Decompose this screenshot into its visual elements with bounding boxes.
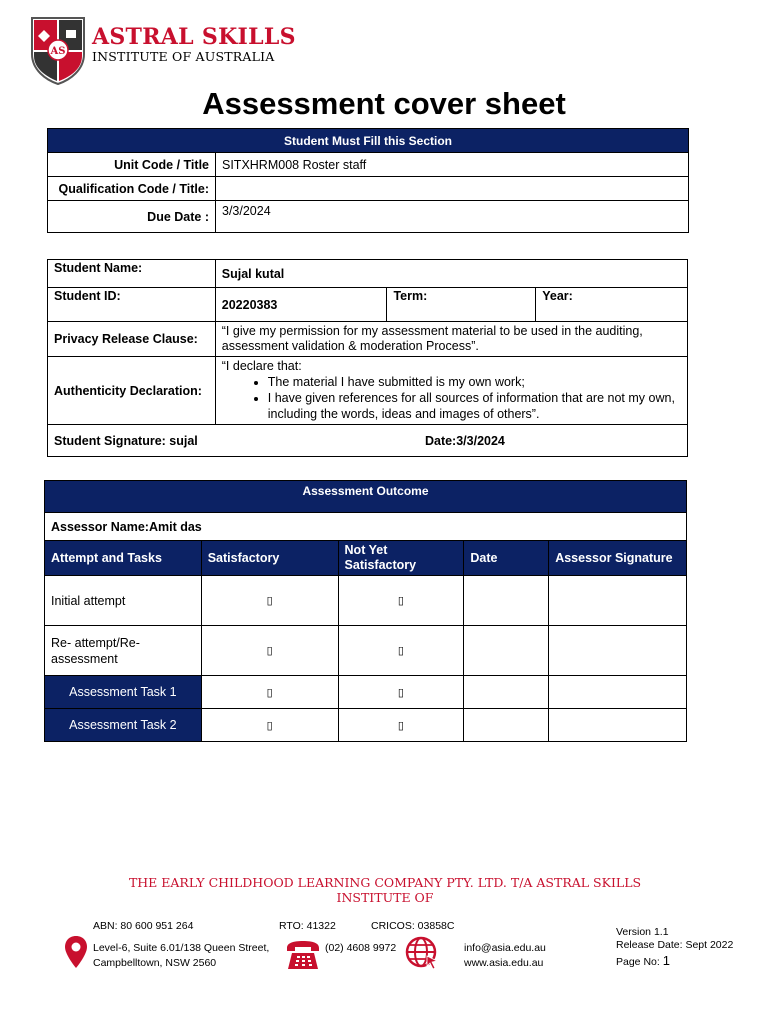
cricos-text: CRICOS: 03858C bbox=[371, 920, 455, 932]
assessor-signature-cell[interactable] bbox=[549, 676, 687, 709]
qualification-label: Qualification Code / Title: bbox=[48, 177, 216, 201]
unit-code-label: Unit Code / Title bbox=[48, 153, 216, 177]
checkbox-glyph-icon: ▯ bbox=[266, 686, 273, 699]
assessment-outcome-header: Assessment Outcome bbox=[45, 481, 687, 513]
telephone-icon bbox=[285, 940, 321, 970]
signature-date-field[interactable]: Date:3/3/2024 bbox=[387, 425, 688, 457]
table-row bbox=[45, 576, 687, 626]
abn-text: ABN: 80 600 951 264 bbox=[93, 920, 194, 932]
student-section-table bbox=[47, 128, 689, 233]
authenticity-intro: “I declare that: bbox=[221, 359, 302, 373]
footer-company-name: THE EARLY CHILDHOOD LEARNING COMPANY PTY. LTD. T/A ASTRAL SKILLS INSTITUTE OF bbox=[128, 875, 642, 905]
due-date-label: Due Date : bbox=[48, 201, 216, 233]
row-label: Assessment Task 2 bbox=[45, 709, 202, 742]
privacy-text: “I give my permission for my assessment material to be used in the auditing, assessment validation & moderation Process”. bbox=[215, 322, 687, 357]
assessor-signature-cell[interactable] bbox=[549, 576, 687, 626]
due-date-field[interactable]: 3/3/2024 bbox=[216, 201, 689, 233]
page-number: 1 bbox=[662, 953, 670, 968]
assessment-outcome-table bbox=[44, 480, 687, 742]
assessor-signature-cell[interactable] bbox=[549, 709, 687, 742]
column-header: Not Yet Satisfactory bbox=[338, 541, 464, 576]
not-yet-checkbox[interactable] bbox=[338, 626, 464, 676]
authenticity-list bbox=[268, 374, 681, 422]
student-details-table bbox=[47, 259, 688, 457]
location-pin-icon bbox=[64, 935, 88, 969]
authenticity-label: Authenticity Declaration: bbox=[48, 357, 216, 425]
date-cell[interactable] bbox=[464, 576, 549, 626]
address-line-2: Campbelltown, NSW 2560 bbox=[93, 957, 217, 969]
logo-title: ASTRAL SKILLS bbox=[92, 24, 296, 50]
checkbox-glyph-icon: ▯ bbox=[266, 595, 273, 607]
date-cell[interactable] bbox=[464, 709, 549, 742]
row-label: Re- attempt/Re-assessment bbox=[45, 626, 202, 676]
globe-icon bbox=[405, 936, 439, 970]
qualification-field[interactable] bbox=[216, 177, 689, 201]
column-header: Date bbox=[464, 541, 549, 576]
satisfactory-checkbox[interactable] bbox=[201, 709, 338, 742]
satisfactory-checkbox[interactable] bbox=[201, 676, 338, 709]
student-name-label: Student Name: bbox=[48, 260, 216, 288]
date-cell[interactable] bbox=[464, 626, 549, 676]
row-label: Initial attempt bbox=[45, 576, 202, 626]
column-header: Assessor Signature bbox=[549, 541, 687, 576]
page-title: Assessment cover sheet bbox=[202, 86, 566, 121]
authenticity-declaration bbox=[215, 357, 687, 425]
row-label: Assessment Task 1 bbox=[45, 676, 202, 709]
logo-initials: AS bbox=[50, 46, 66, 57]
table-row bbox=[45, 709, 687, 742]
year-field[interactable]: Year: bbox=[536, 288, 688, 322]
rto-text: RTO: 41322 bbox=[279, 920, 336, 932]
checkbox-glyph-icon: ▯ bbox=[397, 686, 404, 699]
phone-text: (02) 4608 9972 bbox=[325, 942, 397, 954]
not-yet-checkbox[interactable] bbox=[338, 709, 464, 742]
website-link[interactable]: www.asia.edu.au bbox=[464, 957, 544, 969]
student-section-header: Student Must Fill this Section bbox=[48, 129, 689, 153]
table-row bbox=[45, 676, 687, 709]
table-row bbox=[45, 626, 687, 676]
not-yet-checkbox[interactable] bbox=[338, 676, 464, 709]
shield-logo-icon bbox=[30, 16, 86, 86]
column-header: Satisfactory bbox=[201, 541, 338, 576]
student-id-label: Student ID: bbox=[48, 288, 216, 322]
date-cell[interactable] bbox=[464, 676, 549, 709]
email-link[interactable]: info@asia.edu.au bbox=[464, 942, 546, 954]
version-text: Version 1.1 bbox=[616, 926, 669, 938]
list-item: • The material I have submitted is my own work; bbox=[268, 374, 681, 390]
release-date-text: Release Date: Sept 2022 bbox=[616, 939, 734, 951]
checkbox-glyph-icon: ▯ bbox=[397, 595, 404, 607]
student-id-field[interactable]: 20220383 bbox=[215, 288, 387, 322]
checkbox-glyph-icon: ▯ bbox=[397, 645, 404, 657]
not-yet-checkbox[interactable] bbox=[338, 576, 464, 626]
assessor-name-field[interactable]: Assessor Name:Amit das bbox=[45, 513, 687, 541]
checkbox-glyph-icon: ▯ bbox=[266, 645, 273, 657]
page-label: Page No: bbox=[616, 956, 660, 968]
satisfactory-checkbox[interactable] bbox=[201, 576, 338, 626]
assessor-signature-cell[interactable] bbox=[549, 626, 687, 676]
checkbox-glyph-icon: ▯ bbox=[397, 719, 404, 732]
student-name-field[interactable]: Sujal kutal bbox=[215, 260, 687, 288]
privacy-label: Privacy Release Clause: bbox=[48, 322, 216, 357]
list-item: • I have given references for all sources of information that are not my own, including the words, ideas and images of others”. bbox=[268, 390, 681, 422]
page-number-text bbox=[616, 953, 670, 970]
column-header: Attempt and Tasks bbox=[45, 541, 202, 576]
term-field[interactable]: Term: bbox=[387, 288, 536, 322]
logo-subtitle: INSTITUTE OF AUSTRALIA bbox=[92, 49, 275, 64]
institute-logo bbox=[30, 16, 300, 88]
satisfactory-checkbox[interactable] bbox=[201, 626, 338, 676]
address-line-1: Level-6, Suite 6.01/138 Queen Street, bbox=[93, 942, 270, 954]
unit-code-field[interactable]: SITXHRM008 Roster staff bbox=[216, 153, 689, 177]
student-signature-field[interactable]: Student Signature: sujal bbox=[48, 425, 387, 457]
checkbox-glyph-icon: ▯ bbox=[266, 719, 273, 732]
